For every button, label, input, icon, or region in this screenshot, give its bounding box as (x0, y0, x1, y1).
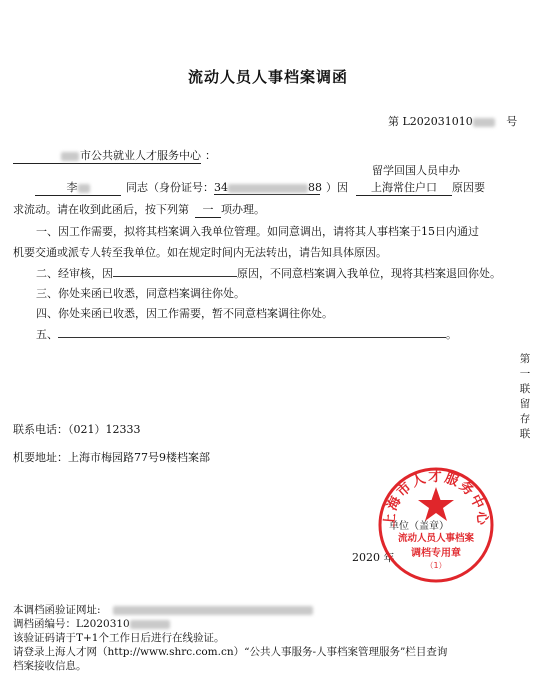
query-note-end: 档案接收信息。 (13, 660, 87, 672)
contact-address: 机要地址：上海市梅园路77号9楼档案部 (13, 451, 210, 464)
letter-number-line: 调档函编号：L2020310 (13, 616, 170, 631)
svg-text:（1）: （1） (425, 561, 447, 570)
instruction-line: 求流动。请在收到此函后，按下列第 一 项办理。 (13, 203, 265, 216)
because-label: ）因 (326, 181, 348, 194)
svg-text:流动人员人事档案: 流动人员人事档案 (397, 533, 475, 544)
redacted-block (228, 184, 308, 193)
doc-number-suffix: 号 (506, 115, 518, 128)
svg-text:调档专用章: 调档专用章 (411, 548, 461, 559)
verify-url-line: 本调档函验证网址: (13, 602, 313, 617)
document-number (388, 113, 517, 129)
recipient-line (13, 147, 216, 164)
doc-number-prefix: 第 L202031010 (388, 115, 473, 128)
item-number: 一 (195, 201, 221, 218)
reason-tail: 原因要 (452, 181, 485, 194)
svg-text:上海市人才服务中心: 上海市人才服务中心 (381, 469, 491, 528)
redacted-block (61, 152, 79, 161)
date-label: 2020 年 (352, 551, 395, 564)
stamp-caption: 单位（盖章） (389, 521, 449, 532)
redacted-block (473, 118, 495, 127)
reason-bottom: 上海常住户口 (356, 179, 452, 196)
official-seal (376, 465, 496, 585)
redacted-block (130, 620, 170, 629)
clause-2-blank (113, 276, 237, 277)
redacted-block (113, 606, 313, 615)
recipient-name: 市公共就业人才服务中心 (13, 147, 201, 164)
clause-2: 二、经审核，因 原因，不同意档案调入我单位，现将其档案退回你处。 (36, 267, 501, 280)
clause-1-line-1: 一、因工作需要，拟将其档案调入我单位管理。如同意调出，请将其人事档案于15日内通过 (36, 225, 479, 238)
clause-5: 五、 。 (36, 328, 457, 341)
clause-5-blank (58, 337, 446, 338)
reason-top: 留学回国人员申办 (372, 164, 460, 177)
person-line (35, 179, 485, 196)
redacted-block (78, 184, 90, 193)
contact-phone: 联系电话：（021）12333 (13, 423, 141, 436)
document-title: 流动人员人事档案调函 (187, 68, 348, 86)
verify-note: 该验证码请于T+1个工作日后进行在线验证。 (13, 632, 225, 644)
query-note: 请登录上海人才网（http://www.shrc.com.cn）“公共人事服务-人事档案管理服务”栏目查询 (13, 646, 448, 658)
person-name: 李 (35, 179, 121, 196)
recipient-punct: ： (205, 149, 216, 162)
clause-1-line-2: 机要交通或派专人转至我单位。如在规定时间内无法转出，请告知具体原因。 (13, 246, 387, 259)
clause-3: 三、你处来函已收悉，同意档案调往你处。 (36, 287, 245, 300)
clause-4: 四、你处来函已收悉，因工作需要，暂不同意档案调往你处。 (36, 307, 333, 320)
copy-side-note: 第一联留存联 (519, 353, 531, 440)
id-number: 34 88 (214, 181, 322, 194)
comrade-label: 同志（身份证号： (126, 181, 214, 194)
